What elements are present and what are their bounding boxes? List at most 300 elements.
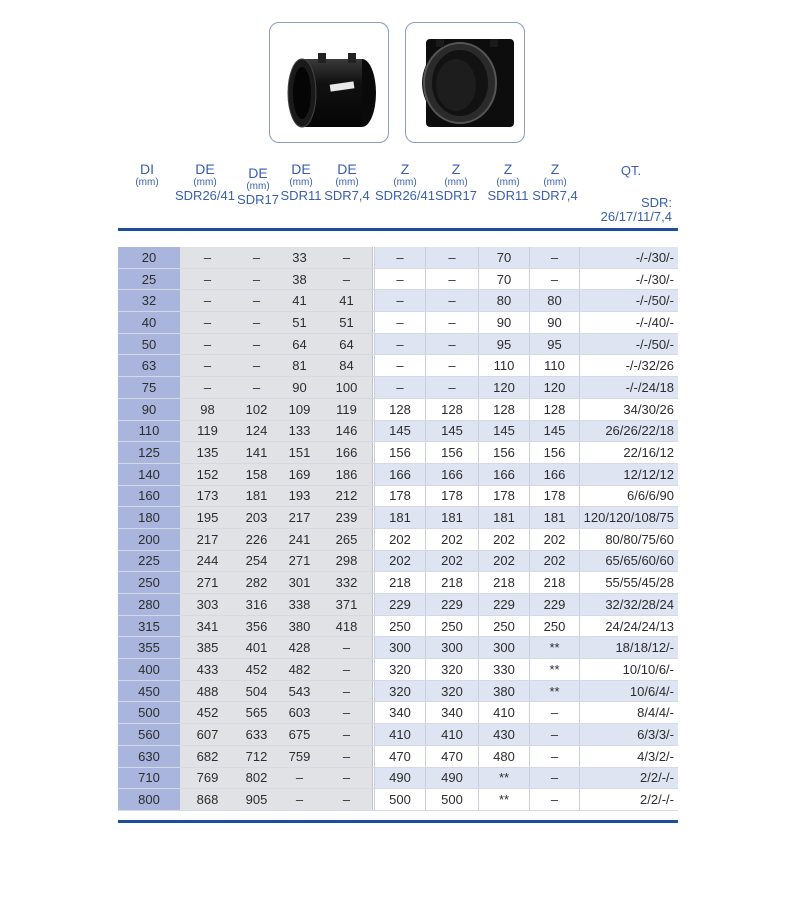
cell-de-sdr7-4: 371	[321, 594, 373, 615]
cell-z-sdr11: 178	[478, 486, 529, 507]
cell-de-sdr11: 675	[278, 724, 321, 745]
cell-z-sdr17: 218	[425, 572, 478, 593]
cell-qt: 120/120/108/75	[579, 507, 678, 528]
cell-di: 630	[118, 746, 180, 767]
cell-z-sdr17: 128	[425, 399, 478, 420]
cell-de-sdr26-41: 98	[180, 399, 235, 420]
header-qt-sdr: SDR: 26/17/11/7,4	[600, 195, 672, 225]
table-bottom-rule	[118, 820, 678, 823]
cell-qt: -/-/50/-	[579, 290, 678, 311]
cell-z-sdr17: –	[425, 377, 478, 398]
cell-de-sdr26-41: 769	[180, 768, 235, 789]
cell-z-sdr17: 229	[425, 594, 478, 615]
cell-de-sdr7-4: 212	[321, 486, 373, 507]
cell-qt: -/-/40/-	[579, 312, 678, 333]
cell-di: 20	[118, 247, 180, 268]
cell-qt: 32/32/28/24	[579, 594, 678, 615]
cell-qt: 22/16/12	[579, 442, 678, 463]
cell-de-sdr26-41: 195	[180, 507, 235, 528]
cell-de-sdr17: 254	[235, 551, 278, 572]
table-row	[118, 637, 678, 659]
cell-qt: -/-/32/26	[579, 355, 678, 376]
cell-di: 800	[118, 789, 180, 810]
cell-qt: 2/2/-/-	[579, 768, 678, 789]
table-row	[118, 768, 678, 790]
cell-z-sdr11: 80	[478, 290, 529, 311]
cell-z-sdr11: 145	[478, 421, 529, 442]
cell-de-sdr11: 759	[278, 746, 321, 767]
cell-di: 63	[118, 355, 180, 376]
cell-z-sdr26-41: 320	[374, 659, 425, 680]
cell-de-sdr7-4: 41	[321, 290, 373, 311]
cell-di: 140	[118, 464, 180, 485]
cell-di: 560	[118, 724, 180, 745]
cell-z-sdr7-4: 156	[529, 442, 579, 463]
cell-de-sdr17: 401	[235, 637, 278, 658]
cell-de-sdr17: –	[235, 269, 278, 290]
table-row	[118, 290, 678, 312]
cell-de-sdr26-41: 244	[180, 551, 235, 572]
cell-z-sdr17: 410	[425, 724, 478, 745]
cell-di: 280	[118, 594, 180, 615]
cell-qt: -/-/50/-	[579, 334, 678, 355]
cell-qt: 24/24/24/13	[579, 616, 678, 637]
cell-de-sdr7-4: –	[321, 637, 373, 658]
table-row	[118, 789, 678, 811]
cell-z-sdr26-41: 250	[374, 616, 425, 637]
cell-z-sdr7-4: –	[529, 724, 579, 745]
cell-de-sdr26-41: –	[180, 312, 235, 333]
cell-de-sdr17: –	[235, 377, 278, 398]
cell-z-sdr17: –	[425, 312, 478, 333]
cell-qt: 80/80/75/60	[579, 529, 678, 550]
cell-z-sdr17: 156	[425, 442, 478, 463]
cell-z-sdr7-4: **	[529, 637, 579, 658]
cell-z-sdr7-4: 229	[529, 594, 579, 615]
cell-di: 32	[118, 290, 180, 311]
cell-de-sdr11: 271	[278, 551, 321, 572]
product-photo-interior	[405, 22, 525, 143]
cell-de-sdr17: –	[235, 334, 278, 355]
header-de-sdr7-4: DE (mm) SDR7,4	[324, 161, 370, 204]
cell-z-sdr26-41: 470	[374, 746, 425, 767]
cell-di: 90	[118, 399, 180, 420]
cell-de-sdr26-41: –	[180, 334, 235, 355]
cell-di: 125	[118, 442, 180, 463]
header-de-sdr11: DE (mm) SDR11	[280, 161, 322, 204]
cell-qt: 6/3/3/-	[579, 724, 678, 745]
cell-de-sdr11: 38	[278, 269, 321, 290]
cell-z-sdr11: **	[478, 789, 529, 810]
cell-de-sdr17: –	[235, 290, 278, 311]
cell-de-sdr11: –	[278, 768, 321, 789]
cell-de-sdr26-41: 271	[180, 572, 235, 593]
cell-z-sdr7-4: **	[529, 681, 579, 702]
cell-z-sdr17: –	[425, 290, 478, 311]
cell-z-sdr7-4: –	[529, 768, 579, 789]
cell-de-sdr26-41: 152	[180, 464, 235, 485]
cell-di: 710	[118, 768, 180, 789]
cell-z-sdr11: 330	[478, 659, 529, 680]
cell-z-sdr17: 250	[425, 616, 478, 637]
table-row	[118, 442, 678, 464]
product-photo-exterior	[269, 22, 389, 143]
cell-qt: 10/10/6/-	[579, 659, 678, 680]
cell-z-sdr7-4: 145	[529, 421, 579, 442]
coupler-exterior-image	[270, 23, 388, 142]
cell-z-sdr7-4: 90	[529, 312, 579, 333]
cell-de-sdr11: 109	[278, 399, 321, 420]
cell-de-sdr26-41: 488	[180, 681, 235, 702]
cell-de-sdr26-41: –	[180, 269, 235, 290]
cell-de-sdr11: 338	[278, 594, 321, 615]
cell-de-sdr17: –	[235, 312, 278, 333]
cell-de-sdr11: 241	[278, 529, 321, 550]
cell-de-sdr11: 169	[278, 464, 321, 485]
cell-z-sdr7-4: 128	[529, 399, 579, 420]
cell-di: 75	[118, 377, 180, 398]
cell-de-sdr17: 316	[235, 594, 278, 615]
table-top-rule	[118, 228, 678, 231]
cell-de-sdr11: 90	[278, 377, 321, 398]
table-row	[118, 746, 678, 768]
cell-de-sdr11: 217	[278, 507, 321, 528]
cell-de-sdr7-4: –	[321, 247, 373, 268]
cell-de-sdr17: 226	[235, 529, 278, 550]
table-row	[118, 702, 678, 724]
cell-z-sdr26-41: 145	[374, 421, 425, 442]
cell-z-sdr7-4: –	[529, 269, 579, 290]
cell-de-sdr7-4: 418	[321, 616, 373, 637]
cell-z-sdr26-41: 181	[374, 507, 425, 528]
cell-z-sdr11: **	[478, 768, 529, 789]
cell-de-sdr26-41: 607	[180, 724, 235, 745]
table-row	[118, 464, 678, 486]
cell-de-sdr26-41: 303	[180, 594, 235, 615]
cell-z-sdr7-4: –	[529, 247, 579, 268]
cell-de-sdr26-41: 173	[180, 486, 235, 507]
cell-de-sdr17: 504	[235, 681, 278, 702]
cell-de-sdr17: 203	[235, 507, 278, 528]
cell-de-sdr7-4: –	[321, 702, 373, 723]
table-row	[118, 659, 678, 681]
cell-qt: 34/30/26	[579, 399, 678, 420]
cell-de-sdr26-41: –	[180, 290, 235, 311]
cell-de-sdr26-41: 217	[180, 529, 235, 550]
cell-de-sdr7-4: 239	[321, 507, 373, 528]
cell-z-sdr11: 156	[478, 442, 529, 463]
cell-z-sdr17: 490	[425, 768, 478, 789]
cell-de-sdr17: 124	[235, 421, 278, 442]
cell-di: 200	[118, 529, 180, 550]
cell-z-sdr26-41: –	[374, 290, 425, 311]
cell-de-sdr11: 543	[278, 681, 321, 702]
cell-de-sdr11: 81	[278, 355, 321, 376]
cell-qt: 26/26/22/18	[579, 421, 678, 442]
cell-de-sdr11: 33	[278, 247, 321, 268]
cell-di: 50	[118, 334, 180, 355]
cell-z-sdr7-4: 218	[529, 572, 579, 593]
cell-qt: 8/4/4/-	[579, 702, 678, 723]
cell-z-sdr26-41: 202	[374, 529, 425, 550]
cell-qt: -/-/30/-	[579, 269, 678, 290]
cell-z-sdr11: 110	[478, 355, 529, 376]
cell-di: 225	[118, 551, 180, 572]
cell-di: 500	[118, 702, 180, 723]
cell-de-sdr26-41: –	[180, 377, 235, 398]
cell-qt: 10/6/4/-	[579, 681, 678, 702]
cell-de-sdr7-4: 265	[321, 529, 373, 550]
cell-z-sdr26-41: –	[374, 247, 425, 268]
cell-z-sdr11: 90	[478, 312, 529, 333]
cell-de-sdr11: 380	[278, 616, 321, 637]
cell-de-sdr7-4: –	[321, 789, 373, 810]
cell-di: 450	[118, 681, 180, 702]
cell-z-sdr11: 70	[478, 247, 529, 268]
cell-z-sdr26-41: 229	[374, 594, 425, 615]
cell-z-sdr17: 320	[425, 681, 478, 702]
cell-de-sdr17: 802	[235, 768, 278, 789]
cell-z-sdr26-41: 300	[374, 637, 425, 658]
table-row	[118, 486, 678, 508]
cell-z-sdr7-4: –	[529, 789, 579, 810]
table-row	[118, 507, 678, 529]
cell-di: 250	[118, 572, 180, 593]
cell-z-sdr17: –	[425, 355, 478, 376]
cell-z-sdr17: 181	[425, 507, 478, 528]
table-row	[118, 572, 678, 594]
cell-di: 355	[118, 637, 180, 658]
cell-z-sdr11: 430	[478, 724, 529, 745]
cell-z-sdr11: 380	[478, 681, 529, 702]
cell-de-sdr17: 905	[235, 789, 278, 810]
cell-z-sdr7-4: 202	[529, 529, 579, 550]
cell-z-sdr7-4: 110	[529, 355, 579, 376]
cell-de-sdr26-41: 452	[180, 702, 235, 723]
cell-z-sdr11: 95	[478, 334, 529, 355]
header-z-sdr7-4: Z (mm) SDR7,4	[532, 161, 578, 204]
cell-z-sdr17: 320	[425, 659, 478, 680]
cell-z-sdr26-41: 202	[374, 551, 425, 572]
cell-di: 160	[118, 486, 180, 507]
header-z-sdr26-41: Z (mm) SDR26/41	[375, 161, 435, 204]
cell-z-sdr7-4: 202	[529, 551, 579, 572]
cell-qt: 2/2/-/-	[579, 789, 678, 810]
cell-de-sdr17: –	[235, 355, 278, 376]
cell-de-sdr17: 282	[235, 572, 278, 593]
cell-z-sdr26-41: 410	[374, 724, 425, 745]
cell-de-sdr26-41: 119	[180, 421, 235, 442]
table-row	[118, 724, 678, 746]
table-row	[118, 355, 678, 377]
cell-de-sdr26-41: –	[180, 355, 235, 376]
cell-de-sdr17: 158	[235, 464, 278, 485]
cell-de-sdr17: 633	[235, 724, 278, 745]
cell-de-sdr17: 102	[235, 399, 278, 420]
cell-de-sdr17: 356	[235, 616, 278, 637]
cell-de-sdr26-41: 341	[180, 616, 235, 637]
cell-de-sdr11: 151	[278, 442, 321, 463]
cell-z-sdr17: 202	[425, 529, 478, 550]
cell-de-sdr17: 712	[235, 746, 278, 767]
cell-z-sdr11: 70	[478, 269, 529, 290]
cell-de-sdr26-41: 135	[180, 442, 235, 463]
cell-z-sdr17: –	[425, 247, 478, 268]
cell-de-sdr7-4: –	[321, 768, 373, 789]
cell-z-sdr11: 480	[478, 746, 529, 767]
cell-z-sdr17: 340	[425, 702, 478, 723]
cell-qt: -/-/30/-	[579, 247, 678, 268]
cell-z-sdr11: 410	[478, 702, 529, 723]
cell-de-sdr17: 181	[235, 486, 278, 507]
cell-de-sdr17: 565	[235, 702, 278, 723]
cell-z-sdr17: 470	[425, 746, 478, 767]
cell-z-sdr26-41: 340	[374, 702, 425, 723]
cell-de-sdr11: 482	[278, 659, 321, 680]
cell-de-sdr7-4: 100	[321, 377, 373, 398]
cell-z-sdr17: 500	[425, 789, 478, 810]
header-qt: QT. SDR: 26/17/11/7,4	[590, 162, 672, 222]
cell-z-sdr26-41: 320	[374, 681, 425, 702]
cell-z-sdr11: 120	[478, 377, 529, 398]
cell-de-sdr11: 428	[278, 637, 321, 658]
cell-z-sdr17: 202	[425, 551, 478, 572]
cell-de-sdr7-4: –	[321, 269, 373, 290]
cell-z-sdr26-41: 156	[374, 442, 425, 463]
cell-de-sdr11: 64	[278, 334, 321, 355]
cell-z-sdr26-41: 500	[374, 789, 425, 810]
cell-di: 110	[118, 421, 180, 442]
cell-de-sdr7-4: 64	[321, 334, 373, 355]
coupler-interior-image	[406, 23, 524, 142]
cell-de-sdr7-4: 146	[321, 421, 373, 442]
cell-z-sdr17: –	[425, 269, 478, 290]
cell-z-sdr11: 202	[478, 529, 529, 550]
cell-z-sdr7-4: 120	[529, 377, 579, 398]
header-de-sdr26-41: DE (mm) SDR26/41	[175, 161, 235, 204]
cell-qt: -/-/24/18	[579, 377, 678, 398]
header-z-sdr11: Z (mm) SDR11	[487, 161, 529, 204]
cell-de-sdr7-4: –	[321, 746, 373, 767]
cell-qt: 12/12/12	[579, 464, 678, 485]
cell-de-sdr7-4: 84	[321, 355, 373, 376]
table-row	[118, 377, 678, 399]
cell-de-sdr17: 452	[235, 659, 278, 680]
table-row	[118, 551, 678, 573]
cell-z-sdr7-4: –	[529, 746, 579, 767]
cell-z-sdr7-4: 80	[529, 290, 579, 311]
cell-qt: 6/6/6/90	[579, 486, 678, 507]
header-de-sdr17: DE (mm) SDR17	[237, 165, 279, 208]
cell-qt: 55/55/45/28	[579, 572, 678, 593]
cell-di: 40	[118, 312, 180, 333]
cell-z-sdr17: 166	[425, 464, 478, 485]
cell-z-sdr17: 178	[425, 486, 478, 507]
table-row	[118, 594, 678, 616]
cell-z-sdr7-4: 181	[529, 507, 579, 528]
cell-z-sdr7-4: **	[529, 659, 579, 680]
table-row	[118, 334, 678, 356]
cell-z-sdr11: 202	[478, 551, 529, 572]
cell-de-sdr7-4: 298	[321, 551, 373, 572]
cell-z-sdr26-41: –	[374, 334, 425, 355]
cell-z-sdr11: 300	[478, 637, 529, 658]
table-row	[118, 616, 678, 638]
cell-z-sdr7-4: 95	[529, 334, 579, 355]
cell-de-sdr11: 603	[278, 702, 321, 723]
cell-de-sdr7-4: 166	[321, 442, 373, 463]
cell-z-sdr11: 181	[478, 507, 529, 528]
cell-z-sdr26-41: 490	[374, 768, 425, 789]
cell-de-sdr26-41: 385	[180, 637, 235, 658]
cell-de-sdr7-4: –	[321, 724, 373, 745]
header-di: DI (mm)	[135, 161, 159, 188]
cell-z-sdr26-41: –	[374, 355, 425, 376]
cell-z-sdr17: 145	[425, 421, 478, 442]
cell-z-sdr11: 218	[478, 572, 529, 593]
cell-qt: 65/65/60/60	[579, 551, 678, 572]
cell-di: 25	[118, 269, 180, 290]
table-row	[118, 421, 678, 443]
cell-qt: 18/18/12/-	[579, 637, 678, 658]
cell-z-sdr7-4: 166	[529, 464, 579, 485]
table-row	[118, 247, 678, 269]
table-row	[118, 529, 678, 551]
cell-z-sdr26-41: 218	[374, 572, 425, 593]
cell-de-sdr17: 141	[235, 442, 278, 463]
cell-z-sdr26-41: –	[374, 269, 425, 290]
dimensions-table	[118, 247, 678, 811]
table-row	[118, 681, 678, 703]
cell-z-sdr7-4: 178	[529, 486, 579, 507]
cell-de-sdr7-4: 119	[321, 399, 373, 420]
cell-di: 400	[118, 659, 180, 680]
cell-z-sdr26-41: –	[374, 377, 425, 398]
cell-z-sdr26-41: 178	[374, 486, 425, 507]
cell-z-sdr26-41: –	[374, 312, 425, 333]
cell-z-sdr7-4: 250	[529, 616, 579, 637]
cell-di: 180	[118, 507, 180, 528]
cell-de-sdr11: 133	[278, 421, 321, 442]
cell-de-sdr7-4: –	[321, 681, 373, 702]
cell-de-sdr7-4: 186	[321, 464, 373, 485]
cell-di: 315	[118, 616, 180, 637]
table-row	[118, 269, 678, 291]
cell-z-sdr17: 300	[425, 637, 478, 658]
cell-z-sdr11: 166	[478, 464, 529, 485]
cell-z-sdr11: 250	[478, 616, 529, 637]
cell-de-sdr11: 51	[278, 312, 321, 333]
cell-z-sdr17: –	[425, 334, 478, 355]
cell-de-sdr26-41: –	[180, 247, 235, 268]
cell-de-sdr26-41: 682	[180, 746, 235, 767]
cell-de-sdr17: –	[235, 247, 278, 268]
cell-de-sdr26-41: 868	[180, 789, 235, 810]
table-row	[118, 399, 678, 421]
cell-z-sdr11: 229	[478, 594, 529, 615]
cell-de-sdr7-4: –	[321, 659, 373, 680]
cell-de-sdr11: 41	[278, 290, 321, 311]
cell-de-sdr7-4: 332	[321, 572, 373, 593]
cell-z-sdr11: 128	[478, 399, 529, 420]
table-row	[118, 312, 678, 334]
cell-de-sdr11: 193	[278, 486, 321, 507]
header-z-sdr17: Z (mm) SDR17	[435, 161, 477, 204]
cell-z-sdr26-41: 128	[374, 399, 425, 420]
cell-z-sdr7-4: –	[529, 702, 579, 723]
cell-de-sdr11: 301	[278, 572, 321, 593]
cell-de-sdr7-4: 51	[321, 312, 373, 333]
